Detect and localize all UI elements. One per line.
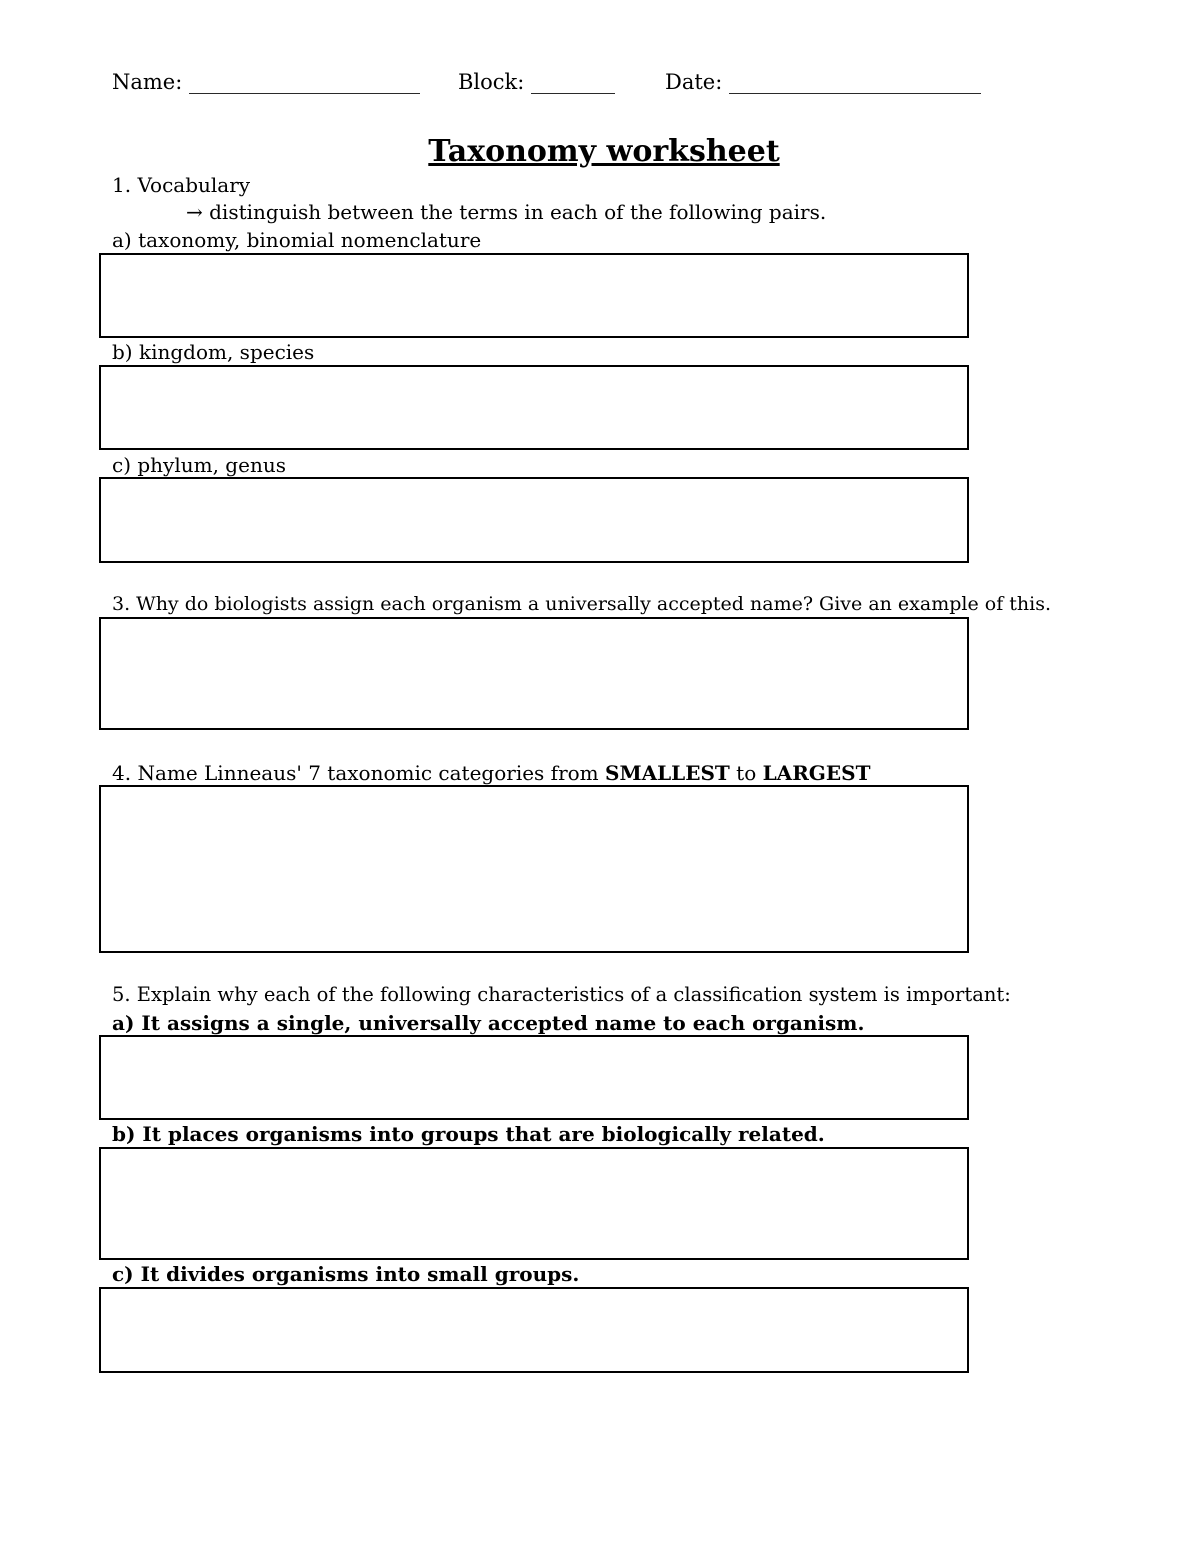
answer-box-1b[interactable]: [99, 365, 969, 450]
section1-heading: 1. Vocabulary: [112, 173, 251, 197]
section1-item-b-label: b) kingdom, species: [112, 340, 315, 364]
answer-box-1c[interactable]: [99, 477, 969, 563]
section5-item-c-label: c) It divides organisms into small groups.: [112, 1262, 580, 1286]
date-field-label: Date: ________________________: [665, 70, 981, 94]
section4-smallest: SMALLEST: [605, 761, 730, 785]
answer-box-3[interactable]: [99, 617, 969, 730]
section4-largest: LARGEST: [762, 761, 871, 785]
section5-item-b-label: b) It places organisms into groups that are biologically related.: [112, 1122, 825, 1146]
section4-prefix: 4. Name Linneaus' 7 taxonomic categories from: [112, 761, 606, 785]
answer-box-4[interactable]: [99, 785, 969, 953]
section4-middle: to: [729, 761, 763, 785]
section5-item-a-label: a) It assigns a single, universally accepted name to each organism.: [112, 1011, 865, 1035]
answer-box-5a[interactable]: [99, 1035, 969, 1120]
worksheet-title: Taxonomy worksheet: [428, 134, 780, 169]
name-field-label: Name: ______________________: [112, 70, 420, 94]
section5-question: 5. Explain why each of the following characteristics of a classification system is important:: [112, 983, 1011, 1006]
section1-item-a-label: a) taxonomy, binomial nomenclature: [112, 228, 482, 252]
section4-question: [112, 761, 870, 785]
answer-box-1a[interactable]: [99, 253, 969, 338]
block-field-label: Block: ________: [458, 70, 616, 94]
answer-box-5c[interactable]: [99, 1287, 969, 1373]
answer-box-5b[interactable]: [99, 1147, 969, 1260]
section1-instruction: → distinguish between the terms in each of the following pairs.: [186, 200, 827, 224]
section3-question: 3. Why do biologists assign each organism a universally accepted name? Give an example of this.: [112, 593, 1052, 615]
section1-item-c-label: c) phylum, genus: [112, 453, 286, 477]
